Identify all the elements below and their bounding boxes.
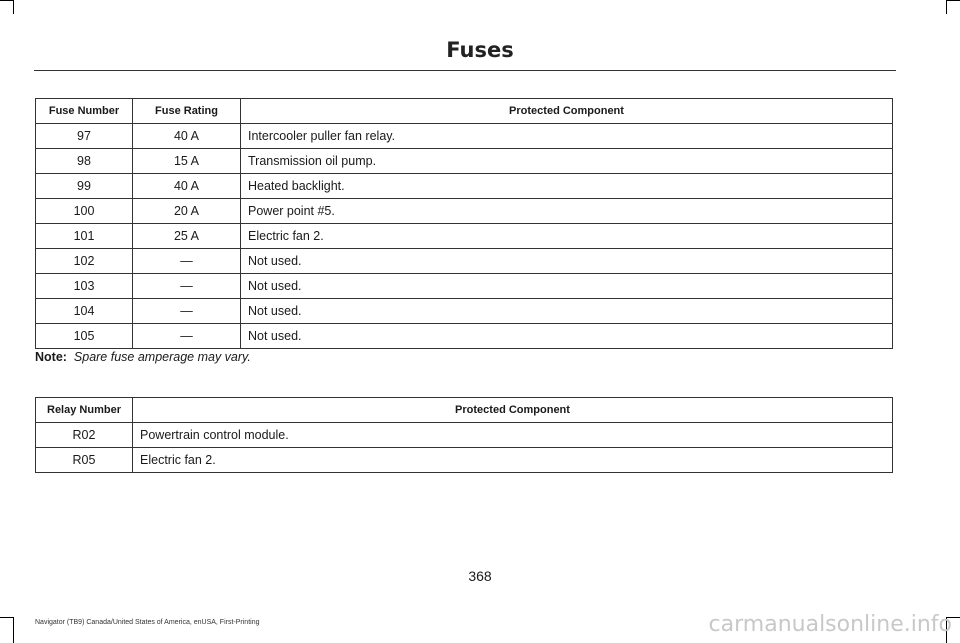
page-number: 368	[468, 568, 492, 584]
column-header-protected-component: Protected Component	[133, 398, 893, 423]
relay-number-cell: R02	[36, 423, 133, 448]
column-header-fuse-rating: Fuse Rating	[133, 99, 241, 124]
column-header-protected-component: Protected Component	[241, 99, 893, 124]
table-row	[36, 448, 893, 473]
fuse-rating-cell: —	[133, 249, 241, 274]
table-row	[36, 274, 893, 299]
protected-component-cell: Electric fan 2.	[133, 448, 893, 473]
table-row	[36, 299, 893, 324]
fuse-rating-cell: —	[133, 274, 241, 299]
crop-mark	[0, 617, 14, 618]
column-header-fuse-number: Fuse Number	[36, 99, 133, 124]
fuse-rating-cell: 15 A	[133, 149, 241, 174]
fuse-number-cell: 104	[36, 299, 133, 324]
fuse-rating-cell: —	[133, 324, 241, 349]
fuse-number-cell: 98	[36, 149, 133, 174]
title-divider	[34, 70, 896, 71]
crop-mark	[946, 0, 960, 1]
table-row	[36, 224, 893, 249]
table-row	[36, 249, 893, 274]
protected-component-cell: Not used.	[241, 299, 893, 324]
table-row	[36, 324, 893, 349]
protected-component-cell: Intercooler puller fan relay.	[241, 124, 893, 149]
note-text: Spare fuse amperage may vary.	[73, 350, 251, 364]
fuse-number-cell: 103	[36, 274, 133, 299]
fuse-rating-cell: —	[133, 299, 241, 324]
crop-mark	[0, 0, 14, 1]
fuse-rating-cell: 40 A	[133, 174, 241, 199]
fuse-rating-cell: 20 A	[133, 199, 241, 224]
crop-mark	[946, 0, 947, 14]
fuse-number-cell: 102	[36, 249, 133, 274]
note	[35, 350, 251, 364]
table-header-row	[36, 398, 893, 423]
table-row	[36, 174, 893, 199]
relay-table	[35, 397, 893, 473]
protected-component-cell: Transmission oil pump.	[241, 149, 893, 174]
protected-component-cell: Not used.	[241, 324, 893, 349]
table-row	[36, 149, 893, 174]
protected-component-cell: Powertrain control module.	[133, 423, 893, 448]
column-header-relay-number: Relay Number	[36, 398, 133, 423]
fuse-rating-cell: 25 A	[133, 224, 241, 249]
fuse-number-cell: 101	[36, 224, 133, 249]
relay-number-cell: R05	[36, 448, 133, 473]
table-header-row	[36, 99, 893, 124]
table-row	[36, 124, 893, 149]
note-label: Note:	[35, 350, 67, 364]
watermark: carmanualsonline.info	[708, 612, 952, 637]
protected-component-cell: Not used.	[241, 249, 893, 274]
fuse-rating-cell: 40 A	[133, 124, 241, 149]
crop-mark	[13, 617, 14, 643]
protected-component-cell: Electric fan 2.	[241, 224, 893, 249]
table-row	[36, 199, 893, 224]
footer-text: Navigator (TB9) Canada/United States of America, enUSA, First-Printing	[35, 619, 260, 626]
protected-component-cell: Not used.	[241, 274, 893, 299]
fuse-number-cell: 105	[36, 324, 133, 349]
fuse-number-cell: 97	[36, 124, 133, 149]
protected-component-cell: Power point #5.	[241, 199, 893, 224]
page-title: Fuses	[446, 38, 514, 62]
fuse-number-cell: 100	[36, 199, 133, 224]
fuse-number-cell: 99	[36, 174, 133, 199]
table-row	[36, 423, 893, 448]
fuse-table	[35, 98, 893, 349]
crop-mark	[13, 0, 14, 14]
protected-component-cell: Heated backlight.	[241, 174, 893, 199]
